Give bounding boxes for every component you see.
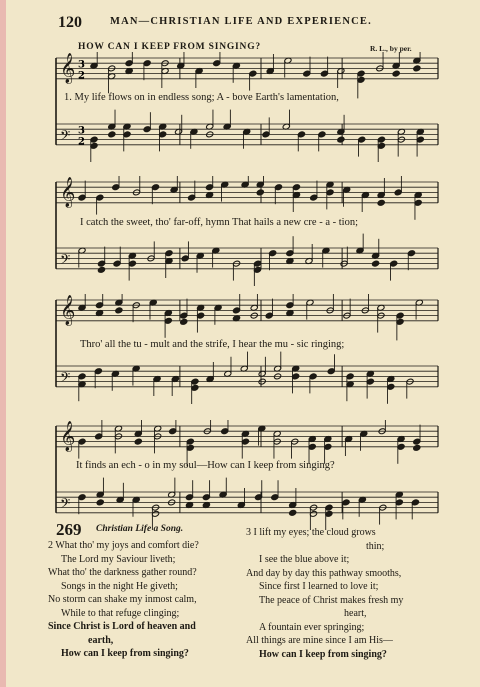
note-head <box>256 189 264 196</box>
note-head <box>377 199 385 206</box>
note-head <box>372 260 380 267</box>
bass-clef-icon: 𝄢 <box>60 127 71 147</box>
music-notation <box>52 52 440 162</box>
verse-line: No storm can shake my inmost calm, <box>48 594 197 605</box>
time-signature: 3 <box>78 59 85 71</box>
lyric-line-3: Thro' all the tu - mult and the strife, I hear the mu - sic ringing; <box>80 339 345 350</box>
verse-line: thin; <box>366 540 385 552</box>
hymn-number: 269 <box>56 520 82 539</box>
lyric-line-2: I catch the sweet, tho' far-off, hymn That hails a new cre - a - tion; <box>80 217 358 228</box>
page-edge <box>0 0 6 687</box>
verse-line: Songs in the night He giveth; <box>61 580 178 592</box>
page-header <box>58 14 440 34</box>
verse-line: How can I keep from singing? <box>61 648 189 659</box>
staff-group <box>56 176 438 286</box>
music-system-1 <box>52 52 440 162</box>
verse-line: Since first I learned to love it; <box>259 581 379 592</box>
music-notation <box>52 176 440 286</box>
note-head <box>413 65 421 72</box>
note-head <box>289 509 297 516</box>
treble-clef-icon: 𝄞 <box>60 295 76 326</box>
note-head <box>180 318 188 325</box>
note-head <box>413 444 421 451</box>
verse-line: earth, <box>88 634 114 646</box>
note-head <box>392 70 400 77</box>
bass-clef-icon: 𝄢 <box>60 495 71 515</box>
bass-clef-icon: 𝄢 <box>60 251 71 271</box>
treble-clef-icon: 𝄞 <box>60 421 76 452</box>
treble-clef-icon: 𝄞 <box>60 53 76 84</box>
time-signature: 2 <box>78 70 85 82</box>
verse-line: And day by day this pathway smooths, <box>246 567 402 579</box>
note-head <box>98 266 106 273</box>
verse-line: While to that refuge clinging; <box>61 607 180 619</box>
verse-3-column <box>246 526 403 661</box>
note-head <box>337 136 345 143</box>
verse-line: How can I keep from singing? <box>259 648 387 660</box>
hymn-title: HOW CAN I KEEP FROM SINGING? <box>78 42 261 52</box>
note-head <box>108 131 116 138</box>
verse-line: Since Christ is Lord of heaven and <box>48 621 196 632</box>
music-system-2 <box>52 176 440 286</box>
time-signature: 3 <box>78 125 85 137</box>
page-number: 120 <box>58 14 82 31</box>
treble-clef-icon: 𝄞 <box>60 177 76 208</box>
verse-2-column <box>48 539 199 661</box>
note-head <box>134 438 142 445</box>
music-system-4 <box>52 420 440 530</box>
staff-group <box>56 420 438 530</box>
note-head <box>96 499 104 506</box>
note-head <box>115 307 123 314</box>
verse-line: What tho' the darkness gather round? <box>48 567 197 578</box>
hymn-credit: R. L., by per. <box>370 44 412 53</box>
verse-line: All things are mine since I am His— <box>246 635 393 646</box>
lyric-line-1: 1. My life flows on in endless song; A - bove Earth's lamentation, <box>64 92 339 103</box>
hymn-subtitle: Christian Life a Song. <box>96 524 184 534</box>
verse-line: 2 What tho' my joys and comfort die? <box>48 540 199 551</box>
verse-line: 3 I lift my eyes; the cloud grows <box>246 527 376 538</box>
bass-clef-icon: 𝄢 <box>60 369 71 389</box>
music-system-3 <box>52 294 440 404</box>
time-signature: 2 <box>78 136 85 148</box>
lyric-line-4: It finds an ech - o in my soul—How can I keep from singing? <box>76 460 335 471</box>
verse-line: The Lord my Saviour liveth; <box>61 553 176 565</box>
verse-line: I see the blue above it; <box>259 554 350 565</box>
running-title: MAN—CHRISTIAN LIFE AND EXPERIENCE. <box>110 16 372 27</box>
verse-line: A fountain ever springing; <box>259 621 365 633</box>
verse-line: heart, <box>344 608 367 619</box>
staff-group <box>56 52 438 162</box>
verse-line: The peace of Christ makes fresh my <box>259 594 404 606</box>
music-notation <box>52 420 440 530</box>
